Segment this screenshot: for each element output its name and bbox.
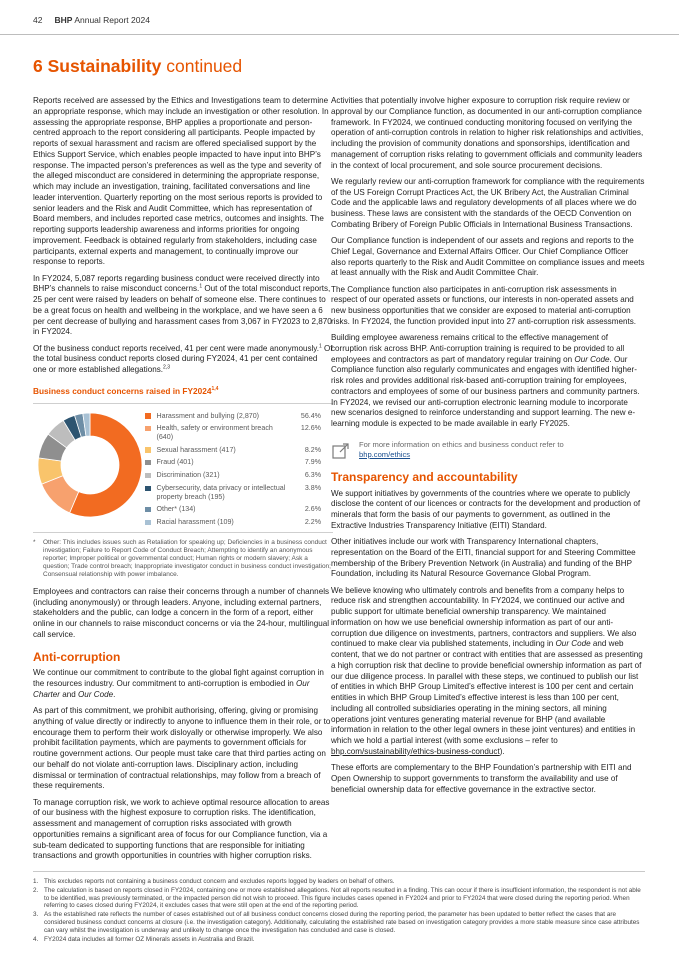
legend-value: 7.9% [304, 458, 321, 467]
paragraph: Other initiatives include our work with Transparency International chapters, representation on the Board of the EITI, financial support for and Steering Committee membership of the Bribery Prevention Network (in Australia) and funding of the BHP Foundation, including its Natural Resource Governance Global Program. [331, 537, 636, 579]
legend-label: Other* (134) [156, 505, 196, 514]
page-header [33, 15, 150, 25]
legend-item [145, 471, 321, 480]
section-title: 6 Sustainability [33, 56, 162, 76]
legend-swatch [145, 473, 151, 479]
paragraph: These efforts are complementary to the BHP Foundation’s partnership with EITI and Open Ownership to support governments to transform the availability and use of beneficial ownership data for effective governance in the extractive sector. [331, 763, 632, 794]
legend-swatch [145, 507, 151, 513]
legend-label: Racial harassment (109) [156, 518, 234, 527]
legend-swatch [145, 520, 151, 526]
paragraph: Of the business conduct reports received, 41 per cent were made anonymously.$^1$ Of the total business conduct reports closed during FY2024, 41 per cent contained one or more established allegations.$^{2,3}$ [33, 342, 333, 374]
left-column [33, 96, 333, 868]
paragraph: Our Compliance function is independent of our assets and regions and reports to the Chief Legal, Governance and External Affairs Officer. Our Chief Compliance Officer also reports quarterly to the Risk and Audit Committee on compliance issues and meets at least annually with the Risk and Audit Committee Chair. [331, 236, 645, 278]
legend-value: 2.6% [304, 505, 321, 514]
section-title-continued: continued [166, 56, 243, 76]
legend-value: 56.4% [300, 411, 321, 420]
legend-swatch [145, 426, 151, 432]
legend-swatch [145, 460, 151, 466]
page-number: 42 [33, 15, 43, 25]
legend-value: 6.3% [304, 471, 321, 480]
legend-item [145, 518, 321, 527]
right-column [331, 96, 645, 801]
footnote: 4. FY2024 data includes all former OZ Minerals assets in Australia and Brazil. [33, 935, 255, 943]
legend-swatch [145, 447, 151, 453]
header-divider [0, 34, 679, 35]
legend-value: 2.2% [304, 518, 321, 527]
legend-item [145, 412, 321, 421]
donut-chart [37, 412, 143, 518]
header-report-title: Annual Report 2024 [74, 15, 150, 25]
paragraph: Reports received are assessed by the Ethics and Investigations team to determine an appropriate response, which may include an investigation or other resolution. In assessing the appropriate response, BHP applies a proportionate and person-centred approach to the report considering all participants. People impacted by reports of sexual harassment and racism are offered specialised support by the Ethics Support Service, which enables people impacted to have input into BHP’s response. The impacted person’s preferences as well as the type and severity of the alleged misconduct are considered in determining the appropriate response, which may include an investigation, training, facilitated conversations and line leader intervention. Quarterly reporting on the most serious reports is provided to senior leaders and the Risk and Audit Committee, which has representation of Board members, and includes reported case metrics, outcomes and insights. The reporting supports leadership awareness and informs priorities for ongoing improvement. Feedback is obtained regularly from stakeholders, including case participants, external experts and management, to continually improve our response to reports. [33, 96, 329, 267]
legend-item [145, 458, 321, 467]
paragraph: In FY2024, 5,087 reports regarding business conduct were received directly into BHP’s channels to raise misconduct concerns.$^1$ Out of the total misconduct reports, 25 per cent were raised by leaders on behalf of someone else. There continues to be a great focus on health and wellbeing in the workplace, and we have seen a 6 per cent decrease of bullying and harassment cases from 3,067 in FY2023 to 2,870 in FY2024. [33, 273, 332, 337]
legend-label: Fraud (401) [156, 458, 194, 467]
chart-container [33, 403, 333, 533]
chart-heading: Business conduct concerns raised in FY2024$^{1,4}$ [33, 385, 219, 396]
paragraph: We regularly review our anti-corruption framework for compliance with the requirements of the US Foreign Corrupt Practices Act, the UK Bribery Act, the Australian Criminal Code and the applicable laws and regulatory developments of all places where we do business. These laws are consistent with the standards of the OECD Convention on Combating Bribery of Foreign Public Officials in International Business Transactions. [331, 176, 645, 229]
heading-anti-corruption: Anti-corruption [33, 649, 121, 664]
legend-swatch [145, 413, 151, 419]
external-link-icon [331, 441, 351, 461]
footnote: 3. As the established rate reflects the number of cases established out of all business conduct concerns closed during the reporting period, the parameter has been updated to better reflect the cases that are considered business conduct concerns at closure (i.e. the investigation category). Additionally, calculating the established rate based on investigation category provides a more stable measure since case attributes can vary whilst the investigation is underway and unlikely to change once the investigation has concluded and case is closed. [33, 911, 640, 934]
chart-legend [145, 412, 321, 531]
ethics-link[interactable]: bhp.com/ethics [359, 449, 411, 459]
legend-label: Health, safety or environment breach (640) [156, 424, 273, 441]
more-info-callout [331, 440, 645, 461]
paragraph: We continue our commitment to contribute to the global fight against corruption in the resources industry. Our commitment to anti-corruption is embodied in Our Charter and Our Code. [33, 668, 324, 699]
chart-footnote: * Other: This includes issues such as Retaliation for speaking up; Deficiencies in a business conduct investigation; Failure to Report Code of Conduct Breach; Attempting to identify an anonymous reporter; Improper political or governmental conduct; Human rights or modern slavery; Ask a question; Trade control breach; Inappropriate investigator conduct in business conduct investigation; Consensual relationship with power imbalance. [33, 538, 331, 578]
paragraph: We believe knowing who ultimately controls and benefits from a company helps to reduce risk and strengthen accountability. In FY2024, we continued our active and public support for ultimate beneficial ownership transparency. We maintained information on how we use beneficial ownership information as part of our anti-corruption due diligence on investments, partners, contractors and suppliers. We also continued to make clear via published statements, including in Our Code and web content, that we do not partner or contract with entities that are assessed as presenting a high corruption risk that decline to provide beneficial ownership information as part of our due diligence process. In parallel with these steps, we continued to publish our list of entities in which BHP Group Limited’s effective interest is 100 per cent and certain entities in which BHP Group Limited’s effective interest is less than 100 per cent, including all controlled subsidiaries operating in the mining sectors, all mining operations joint ventures generating material revenue for BHP (and available information in relation to the other legal owners in these joint ventures) and entities in which we hold a partial interest (with some exclusions – refer to bhp.com/sustainability/ethics-business-conduct). [331, 585, 643, 756]
legend-item [145, 505, 321, 514]
legend-item [145, 484, 321, 501]
legend-label: Cybersecurity, data privacy or intellectual property breach (195) [156, 484, 286, 501]
paragraph: Activities that potentially involve higher exposure to corruption risk require review or approval by our Compliance function, as documented in our anti-corruption compliance framework. In FY2024, we continued conducting monitoring focused on verifying the operation of anti-corruption controls in relation to higher risk relationships and activities, including the provision of community donations and sponsorships, identification and management of corruption risks relating to government officials and community leaders in the context of local procurement, and sole source procurement decisions. [331, 96, 644, 170]
legend-label: Sexual harassment (417) [156, 445, 236, 454]
footnote: 1. This excludes reports not containing a business conduct concern and excludes reports logged by leaders on behalf of others. [33, 878, 395, 885]
heading-transparency: Transparency and accountability [331, 469, 518, 484]
legend-value: 3.8% [304, 484, 321, 492]
paragraph: To manage corruption risk, we work to achieve optimal resource allocation to areas of our business with the highest exposure to corruption risks. The identification, assessment and management of corruption risks associated with growth opportunities remains a significant area of focus for our Compliance function, via a sub-team dedicated to supporting functions that are responsible for initiating transactions and growth opportunities in countries with higher corruption risks. [33, 797, 330, 861]
legend-item [145, 446, 321, 455]
legend-item [145, 424, 321, 441]
legend-label: Harassment and bullying (2,870) [156, 411, 260, 420]
business-conduct-link[interactable]: bhp.com/sustainability/ethics-business-conduct [331, 746, 500, 756]
callout-text: For more information on ethics and business conduct refer to [359, 439, 564, 449]
legend-label: Discrimination (321) [156, 471, 220, 480]
footnote: 2. The calculation is based on reports closed in FY2024, containing one or more established allegations. Not all reports resulted in a finding. This can occur if there is insufficient information, the respondent is not able to be identified, was previously terminated, or the impacted person did not wish to proceed. This figure includes cases opened in FY2024 and prior to FY2024 that were closed during the reporting period. When referring to cases closed during FY2024, it excludes cases that were still open at the end of the reporting period. [33, 886, 641, 910]
legend-value: 12.6% [300, 424, 321, 433]
paragraph: Employees and contractors can raise their concerns through a number of channels (including anonymously) or through leaders. Anyone, including external partners, stakeholders and the public, can lodge a concern in the form of a report, either online in our channels to raise misconduct concerns or via the 24-hour, multilingual call service. [33, 586, 330, 639]
paragraph: We support initiatives by governments of the countries where we operate to publicly disclose the content of our licences or contracts for the development and production of minerals that form the basis of our payments to government, as outlined in the Extractive Industries Transparency Initiative (EITI) Standard. [331, 488, 641, 530]
legend-swatch [145, 486, 151, 492]
header-org: BHP [54, 15, 73, 25]
footnotes [33, 871, 645, 944]
paragraph: Building employee awareness remains critical to the effective management of corruption risk across BHP. Anti-corruption training is required to be provided to all employees and contractors as part of mandatory regular training on Our Code. Our Compliance function also regularly communicates and engages with identified higher-risk roles and provides additional risk-based anti-corruption training for employees, contractors and employees of some of our business partners and community partners. In FY2024, we revised our anti-corruption electronic learning module to incorporate new scenarios designed to reinforce understanding and support learning. The new e-learning module is expected to be made available in early FY2025. [331, 333, 640, 428]
page-title [33, 56, 242, 77]
paragraph: The Compliance function also participates in anti-corruption risk assessments in respect of our operated assets or functions, our interests in non-operated assets and new business opportunities that we consider are exposed to material anti-corruption risks. In FY2024, the function provided input into 27 anti-corruption risk assessments. [331, 284, 637, 326]
paragraph: As part of this commitment, we prohibit authorising, offering, giving or promising anything of value directly or indirectly to anyone to influence them in their role, or to encourage them to perform their work disloyally or otherwise improperly. We also prohibit facilitation payments, which are payments to government officials for routine government actions. Our people must take care that third parties acting on our behalf do not violate anti-corruption laws. Disciplinary action, including dismissal or termination of contractual relationships, may follow from a breach of these requirements. [33, 706, 331, 791]
legend-value: 8.2% [304, 445, 321, 454]
